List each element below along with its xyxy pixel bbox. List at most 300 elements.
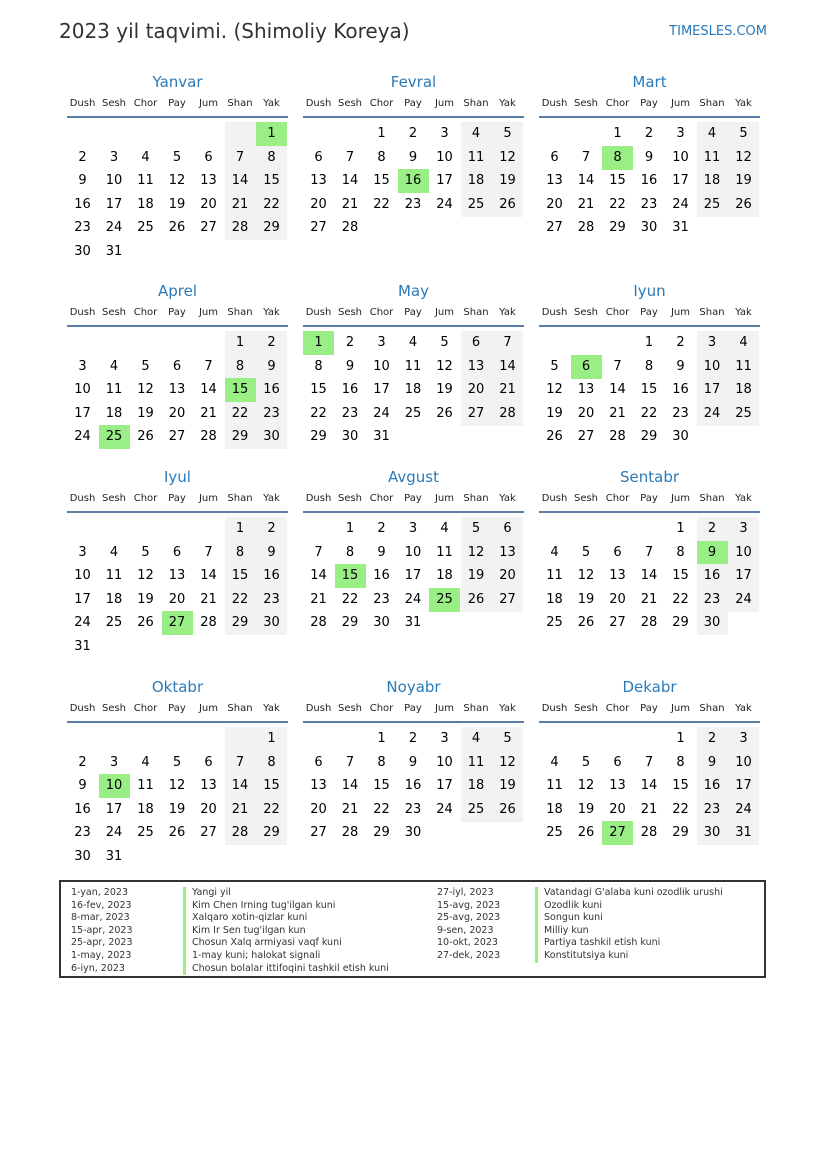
day-cell: 10 xyxy=(436,754,453,770)
weekday-header xyxy=(303,93,524,118)
day-cell: 11 xyxy=(436,544,453,560)
day-cell: 13 xyxy=(546,173,563,189)
day-cell: 17 xyxy=(436,173,453,189)
day-cell: 28 xyxy=(225,821,256,845)
day-cell: 19 xyxy=(546,405,563,421)
weekday-label: Yak xyxy=(735,98,752,109)
day-cell: 30 xyxy=(341,429,359,445)
weekday-label: Shan xyxy=(227,98,253,109)
day-cell: 12 xyxy=(436,358,453,374)
day-grid xyxy=(539,513,760,657)
weekday-label: Jum xyxy=(670,98,691,109)
weekday-label: Jum xyxy=(198,703,219,714)
day-cell: 16 xyxy=(697,774,728,798)
day-cell: 4 xyxy=(141,149,150,165)
weekday-label: Yak xyxy=(499,493,516,504)
day-cell: 7 xyxy=(225,751,256,775)
day-cell: 2 xyxy=(78,149,87,165)
month-name: Oktabr xyxy=(151,678,204,696)
day-cell: 13 xyxy=(200,778,217,794)
day-cell: 18 xyxy=(546,591,563,607)
weekday-label: Shan xyxy=(227,307,253,318)
weekday-label: Pay xyxy=(404,703,422,714)
holiday-legend xyxy=(59,880,766,978)
day-cell: 13 xyxy=(168,568,186,584)
brand-link[interactable]: TIMESLES.COM xyxy=(669,24,767,39)
page-title: 2023 yil taqvimi. (Shimoliy Koreya) xyxy=(59,19,410,43)
day-cell: 30 xyxy=(256,611,287,635)
day-cell: 16 xyxy=(672,382,689,398)
day-cell: 26 xyxy=(492,798,523,822)
day-cell: 21 xyxy=(225,193,256,217)
day-cell: 12 xyxy=(168,173,186,189)
month-oktabr xyxy=(67,677,288,867)
holiday-day-cell: 16 xyxy=(398,169,429,193)
day-cell: 4 xyxy=(461,122,492,146)
day-cell: 25 xyxy=(546,615,563,631)
weekday-label: Yak xyxy=(735,307,752,318)
day-cell: 8 xyxy=(225,355,256,379)
day-cell: 29 xyxy=(640,429,658,445)
legend-holiday-name: Konstitutsiya kuni xyxy=(535,950,628,963)
legend-holiday-name: Chosun bolalar ittifoqini tashkil etish kuni xyxy=(183,963,389,976)
day-cell: 31 xyxy=(105,849,123,864)
day-cell: 27 xyxy=(310,825,327,841)
day-cell: 9 xyxy=(377,544,386,560)
day-cell: 27 xyxy=(461,402,492,426)
day-cell: 6 xyxy=(461,331,492,355)
day-cell: 25 xyxy=(404,405,422,421)
month-dekabr xyxy=(539,677,760,867)
weekday-label: Yak xyxy=(263,98,280,109)
day-cell: 24 xyxy=(728,588,759,612)
day-cell: 31 xyxy=(404,615,422,631)
day-cell: 18 xyxy=(105,591,123,607)
day-cell: 15 xyxy=(256,774,287,798)
day-cell: 16 xyxy=(697,564,728,588)
day-cell: 8 xyxy=(377,149,386,165)
weekday-label: Dush xyxy=(69,307,96,318)
weekday-label: Shan xyxy=(699,493,725,504)
day-cell: 8 xyxy=(314,358,323,374)
day-cell: 18 xyxy=(461,774,492,798)
day-cell: 26 xyxy=(461,588,492,612)
weekday-header xyxy=(539,93,760,118)
day-cell: 6 xyxy=(204,754,213,770)
day-cell: 22 xyxy=(373,801,390,817)
day-cell: 9 xyxy=(345,358,355,374)
weekday-label: Chor xyxy=(133,98,158,109)
day-cell: 27 xyxy=(310,220,327,236)
weekday-label: Sesh xyxy=(101,493,127,504)
day-cell: 29 xyxy=(256,216,287,240)
day-cell: 9 xyxy=(676,358,685,374)
weekday-label: Yak xyxy=(263,493,280,504)
day-cell: 1 xyxy=(256,727,287,751)
weekday-label: Pay xyxy=(640,703,658,714)
month-name: Sentabr xyxy=(619,468,680,486)
day-cell: 22 xyxy=(225,588,256,612)
day-cell: 13 xyxy=(609,568,626,584)
day-cell: 8 xyxy=(345,544,355,560)
day-cell: 17 xyxy=(105,196,123,212)
weekday-label: Jum xyxy=(434,98,455,109)
day-cell: 31 xyxy=(105,244,123,259)
weekday-label: Chor xyxy=(605,307,630,318)
weekday-label: Sesh xyxy=(337,98,363,109)
day-cell: 22 xyxy=(341,591,359,607)
holiday-day-cell: 15 xyxy=(335,564,366,588)
day-cell: 17 xyxy=(74,405,91,421)
day-cell: 26 xyxy=(577,825,595,841)
day-cell: 5 xyxy=(581,754,591,770)
day-cell: 19 xyxy=(137,591,154,607)
day-cell: 9 xyxy=(697,751,728,775)
holiday-day-cell: 27 xyxy=(602,821,633,845)
day-cell: 30 xyxy=(697,821,728,845)
weekday-label: Sesh xyxy=(337,307,363,318)
day-cell: 12 xyxy=(168,778,186,794)
day-cell: 16 xyxy=(640,173,658,189)
day-cell: 7 xyxy=(204,358,213,374)
day-cell: 4 xyxy=(550,544,559,560)
day-cell: 7 xyxy=(644,544,654,560)
day-cell: 11 xyxy=(105,568,123,584)
day-cell: 9 xyxy=(408,149,418,165)
day-cell: 21 xyxy=(310,591,327,607)
day-cell: 19 xyxy=(492,169,523,193)
month-name: May xyxy=(397,282,429,300)
day-cell: 1 xyxy=(225,517,256,541)
day-cell: 30 xyxy=(697,611,728,635)
day-cell: 27 xyxy=(577,429,595,445)
day-cell: 1 xyxy=(676,521,685,536)
day-cell: 14 xyxy=(609,382,626,398)
weekday-label: Sesh xyxy=(101,98,127,109)
day-cell: 20 xyxy=(310,196,327,212)
day-cell: 6 xyxy=(172,358,182,374)
day-cell: 11 xyxy=(137,778,154,794)
weekday-label: Chor xyxy=(369,493,394,504)
day-cell: 13 xyxy=(492,541,523,565)
weekday-label: Sesh xyxy=(573,703,599,714)
day-cell: 3 xyxy=(440,731,449,746)
day-cell: 3 xyxy=(440,126,449,141)
day-cell: 3 xyxy=(109,149,119,165)
legend-date: 27-dek, 2023 xyxy=(437,949,501,961)
legend-date: 9-sen, 2023 xyxy=(437,924,494,936)
day-cell: 12 xyxy=(546,382,563,398)
day-cell: 10 xyxy=(105,173,123,189)
weekday-label: Shan xyxy=(227,493,253,504)
day-cell: 14 xyxy=(225,169,256,193)
weekday-label: Dush xyxy=(305,98,332,109)
day-cell: 7 xyxy=(314,544,323,560)
day-cell: 23 xyxy=(341,405,359,421)
day-cell: 20 xyxy=(546,196,563,212)
month-iyul xyxy=(67,467,288,657)
day-cell: 23 xyxy=(697,588,728,612)
day-cell: 29 xyxy=(310,429,327,445)
day-cell: 26 xyxy=(546,429,563,445)
empty-weekend-cell xyxy=(225,122,256,146)
weekday-header xyxy=(67,93,288,118)
day-cell: 28 xyxy=(200,615,217,631)
legend-holiday-name: Yangi yil xyxy=(183,887,231,900)
weekday-label: Yak xyxy=(735,493,752,504)
day-cell: 10 xyxy=(373,358,390,374)
day-cell: 21 xyxy=(640,801,658,817)
day-cell: 15 xyxy=(640,382,658,398)
day-cell: 23 xyxy=(640,196,658,212)
day-cell: 13 xyxy=(609,778,626,794)
day-cell: 21 xyxy=(492,378,523,402)
day-cell: 28 xyxy=(200,429,217,445)
day-cell: 8 xyxy=(256,146,287,170)
weekday-label: Dush xyxy=(541,493,568,504)
weekday-label: Jum xyxy=(670,703,691,714)
day-cell: 28 xyxy=(492,402,523,426)
legend-date: 15-avg, 2023 xyxy=(437,899,501,911)
weekday-header xyxy=(539,698,760,723)
day-cell: 27 xyxy=(168,429,186,445)
weekday-label: Shan xyxy=(699,703,725,714)
day-cell: 15 xyxy=(609,173,626,189)
day-grid xyxy=(67,513,288,657)
day-cell: 2 xyxy=(377,521,386,536)
day-cell: 30 xyxy=(74,849,91,864)
weekday-label: Yak xyxy=(263,307,280,318)
month-fevral xyxy=(303,72,524,262)
day-cell: 28 xyxy=(640,615,658,631)
day-cell: 8 xyxy=(676,544,685,560)
day-cell: 16 xyxy=(74,801,91,817)
weekday-label: Pay xyxy=(640,98,658,109)
day-cell: 11 xyxy=(461,146,492,170)
day-cell: 21 xyxy=(200,591,217,607)
day-cell: 27 xyxy=(546,220,563,236)
day-cell: 27 xyxy=(609,615,626,631)
day-cell: 20 xyxy=(461,378,492,402)
month-name: Yanvar xyxy=(152,73,203,91)
weekday-label: Chor xyxy=(605,493,630,504)
day-cell: 20 xyxy=(609,591,626,607)
day-cell: 22 xyxy=(256,798,287,822)
day-cell: 15 xyxy=(672,568,689,584)
day-cell: 12 xyxy=(728,146,759,170)
weekday-label: Pay xyxy=(404,493,422,504)
weekday-label: Pay xyxy=(168,98,186,109)
day-cell: 31 xyxy=(373,429,390,445)
legend-holiday-name: Xalqaro xotin-qizlar kuni xyxy=(183,912,307,925)
day-cell: 9 xyxy=(408,754,418,770)
legend-holiday-name: Kim Chen Irning tug'ilgan kuni xyxy=(183,900,335,913)
weekday-label: Yak xyxy=(499,307,516,318)
day-cell: 13 xyxy=(168,382,186,398)
day-cell: 20 xyxy=(310,801,327,817)
day-cell: 5 xyxy=(550,358,559,374)
weekday-header xyxy=(67,302,288,327)
day-cell: 2 xyxy=(408,126,418,141)
day-cell: 2 xyxy=(345,335,355,350)
day-cell: 4 xyxy=(109,544,119,560)
day-cell: 28 xyxy=(341,825,359,841)
day-cell: 1 xyxy=(345,521,355,536)
holiday-day-cell: 1 xyxy=(256,122,287,146)
day-cell: 26 xyxy=(168,825,186,841)
day-cell: 13 xyxy=(310,778,327,794)
day-cell: 22 xyxy=(373,196,390,212)
day-cell: 23 xyxy=(404,196,422,212)
day-cell: 17 xyxy=(728,774,759,798)
day-cell: 31 xyxy=(672,220,689,236)
day-cell: 5 xyxy=(461,517,492,541)
day-cell: 3 xyxy=(377,335,386,350)
day-cell: 3 xyxy=(728,727,759,751)
day-cell: 14 xyxy=(200,382,217,398)
day-cell: 24 xyxy=(74,615,91,631)
day-cell: 25 xyxy=(697,193,728,217)
day-cell: 18 xyxy=(461,169,492,193)
day-cell: 26 xyxy=(492,193,523,217)
day-cell: 23 xyxy=(74,825,91,841)
day-cell: 4 xyxy=(408,335,418,350)
weekday-label: Chor xyxy=(133,493,158,504)
day-cell: 5 xyxy=(728,122,759,146)
weekday-label: Pay xyxy=(404,98,422,109)
day-cell: 6 xyxy=(172,544,182,560)
day-cell: 5 xyxy=(492,727,523,751)
weekday-label: Jum xyxy=(434,493,455,504)
weekday-label: Sesh xyxy=(101,307,127,318)
day-cell: 2 xyxy=(644,126,654,141)
day-cell: 17 xyxy=(373,382,390,398)
day-cell: 10 xyxy=(436,149,453,165)
day-cell: 25 xyxy=(137,825,154,841)
day-cell: 30 xyxy=(640,220,658,236)
day-cell: 6 xyxy=(613,754,622,770)
day-cell: 30 xyxy=(256,425,287,449)
weekday-label: Chor xyxy=(369,307,394,318)
day-cell: 10 xyxy=(404,544,422,560)
day-cell: 10 xyxy=(672,149,689,165)
day-grid xyxy=(539,118,760,262)
weekday-label: Chor xyxy=(133,703,158,714)
day-cell: 10 xyxy=(74,568,91,584)
day-cell: 2 xyxy=(697,517,728,541)
day-cell: 6 xyxy=(314,754,323,770)
day-cell: 12 xyxy=(461,541,492,565)
day-cell: 2 xyxy=(697,727,728,751)
month-mart xyxy=(539,72,760,262)
day-cell: 16 xyxy=(74,196,91,212)
day-cell: 21 xyxy=(200,405,217,421)
day-cell: 29 xyxy=(672,615,689,631)
weekday-label: Shan xyxy=(463,493,489,504)
day-cell: 7 xyxy=(492,331,523,355)
day-cell: 16 xyxy=(373,568,390,584)
day-cell: 11 xyxy=(137,173,154,189)
day-cell: 26 xyxy=(137,429,154,445)
day-cell: 25 xyxy=(137,220,154,236)
day-cell: 18 xyxy=(697,169,728,193)
day-cell: 3 xyxy=(408,521,418,536)
day-cell: 15 xyxy=(225,564,256,588)
day-cell: 25 xyxy=(546,825,563,841)
weekday-label: Sesh xyxy=(337,703,363,714)
weekday-label: Chor xyxy=(605,98,630,109)
weekday-label: Sesh xyxy=(573,98,599,109)
day-cell: 24 xyxy=(728,798,759,822)
day-cell: 14 xyxy=(640,778,658,794)
legend-date: 6-iyn, 2023 xyxy=(71,962,125,974)
day-cell: 29 xyxy=(225,611,256,635)
day-cell: 15 xyxy=(256,169,287,193)
day-cell: 22 xyxy=(310,405,327,421)
weekday-label: Jum xyxy=(198,307,219,318)
day-cell: 6 xyxy=(550,149,559,165)
day-cell: 8 xyxy=(377,754,386,770)
day-cell: 27 xyxy=(492,588,523,612)
day-cell: 20 xyxy=(168,591,186,607)
day-cell: 14 xyxy=(225,774,256,798)
day-cell: 31 xyxy=(728,821,759,845)
day-cell: 23 xyxy=(256,588,287,612)
day-cell: 8 xyxy=(644,358,654,374)
day-cell: 18 xyxy=(137,801,154,817)
day-cell: 13 xyxy=(310,173,327,189)
weekday-label: Shan xyxy=(463,307,489,318)
weekday-label: Dush xyxy=(541,307,568,318)
weekday-label: Chor xyxy=(369,98,394,109)
holiday-day-cell: 1 xyxy=(303,331,334,355)
day-cell: 5 xyxy=(141,358,150,374)
day-cell: 24 xyxy=(436,196,453,212)
day-cell: 22 xyxy=(225,402,256,426)
day-cell: 24 xyxy=(436,801,453,817)
weekday-label: Shan xyxy=(227,703,253,714)
weekday-label: Dush xyxy=(69,703,96,714)
day-cell: 14 xyxy=(341,173,359,189)
day-cell: 2 xyxy=(256,331,287,355)
month-name: Noyabr xyxy=(386,678,441,696)
day-cell: 18 xyxy=(546,801,563,817)
legend-holiday-name: Partiya tashkil etish kuni xyxy=(535,937,660,950)
day-cell: 28 xyxy=(640,825,658,841)
day-cell: 21 xyxy=(640,591,658,607)
day-cell: 16 xyxy=(256,564,287,588)
day-cell: 22 xyxy=(640,405,658,421)
legend-date: 25-apr, 2023 xyxy=(71,937,133,949)
month-noyabr xyxy=(303,677,524,867)
day-cell: 28 xyxy=(609,429,626,445)
day-cell: 26 xyxy=(137,615,154,631)
day-cell: 28 xyxy=(310,615,327,631)
day-cell: 19 xyxy=(728,169,759,193)
weekday-label: Pay xyxy=(404,307,422,318)
month-aprel xyxy=(67,281,288,471)
weekday-label: Sesh xyxy=(337,493,363,504)
weekday-label: Jum xyxy=(670,493,691,504)
day-cell: 5 xyxy=(581,544,591,560)
weekday-label: Yak xyxy=(499,703,516,714)
weekday-label: Chor xyxy=(369,703,394,714)
day-cell: 15 xyxy=(310,382,327,398)
month-name: Iyul xyxy=(164,468,191,486)
day-cell: 3 xyxy=(78,358,87,374)
day-cell: 11 xyxy=(105,382,123,398)
day-cell: 3 xyxy=(697,331,728,355)
